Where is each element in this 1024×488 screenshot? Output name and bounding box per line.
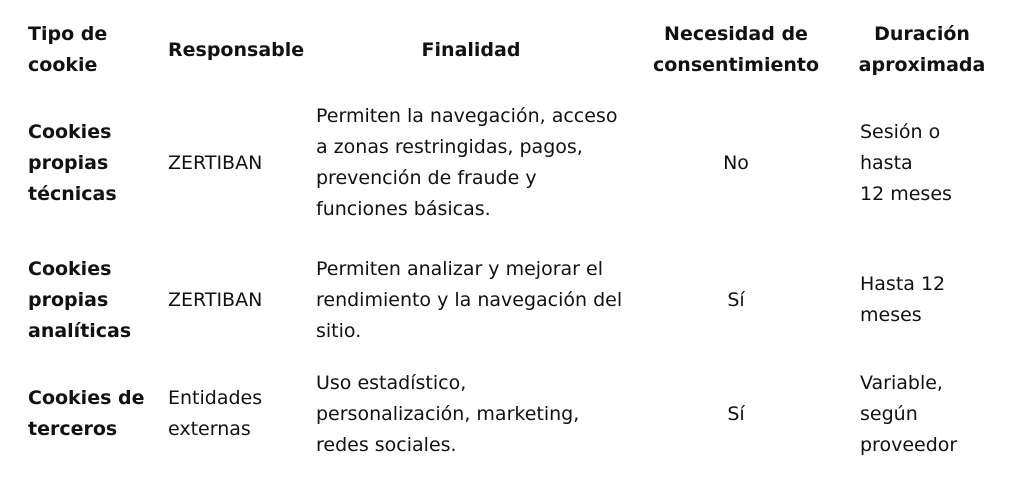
cell-purpose: Permiten la navegación, acceso a zonas restringidas, pagos, prevención de fraude y funciones básicas. <box>316 105 618 220</box>
cell-type: Cookies de terceros <box>28 387 145 440</box>
cell-duration: Hasta 12 meses <box>860 273 946 326</box>
header-duration: Duración aproximada <box>858 23 986 76</box>
header-purpose: Finalidad <box>421 38 521 61</box>
table-header <box>18 12 1008 88</box>
cell-purpose: Uso estadístico, personalización, marketing, redes sociales. <box>316 371 580 456</box>
cell-responsible: ZERTIBAN <box>168 151 263 174</box>
cell-consent: Sí <box>727 288 745 311</box>
cell-consent: Sí <box>727 402 745 425</box>
table-row <box>18 88 1008 238</box>
cell-type: Cookies propias analíticas <box>28 257 132 342</box>
cell-duration: Sesión o hasta 12 meses <box>860 120 952 205</box>
cell-consent: No <box>723 151 749 174</box>
cell-responsible: Entidades externas <box>168 387 263 440</box>
cell-responsible: ZERTIBAN <box>168 288 263 311</box>
table-row <box>18 362 1008 466</box>
header-responsible: Responsable <box>168 38 305 61</box>
header-row <box>18 12 1008 88</box>
cell-duration: Variable, según proveedor <box>860 371 958 456</box>
cell-purpose: Permiten analizar y mejorar el rendimiento y la navegación del sitio. <box>316 257 623 342</box>
cookie-table <box>18 12 1008 466</box>
cell-type: Cookies propias técnicas <box>28 120 117 205</box>
header-type: Tipo de cookie <box>28 23 108 76</box>
table-row <box>18 238 1008 362</box>
table-body <box>18 88 1008 466</box>
header-consent: Necesidad de consentimiento <box>652 23 820 76</box>
